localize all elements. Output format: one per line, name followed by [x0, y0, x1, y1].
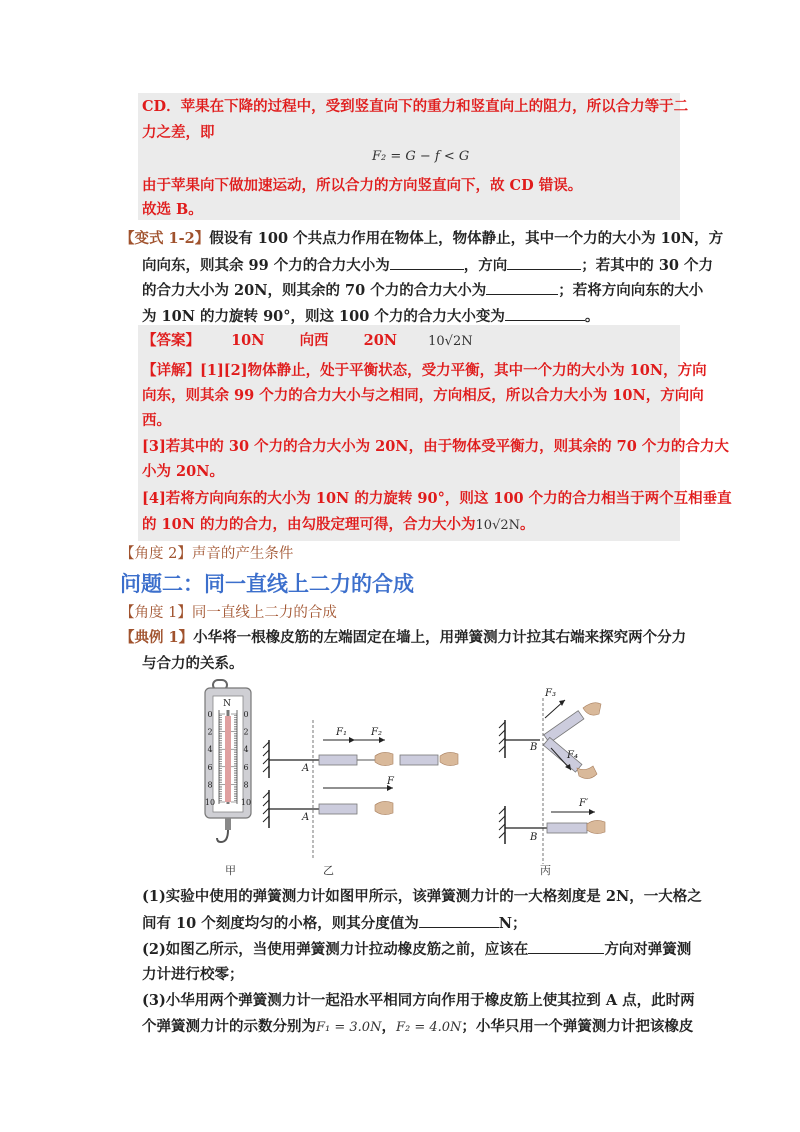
- scale-tick-left: 0: [207, 710, 213, 719]
- blank-4[interactable]: [505, 306, 585, 321]
- answer-3: 20N: [363, 332, 398, 349]
- cd-line-2: 力之差，即: [142, 124, 215, 141]
- setup-yi: [263, 720, 458, 860]
- setup-bing: [499, 688, 605, 864]
- caption-yi: 乙: [323, 864, 334, 877]
- detail-line-6: [4]若将方向向东的大小为 10N 的力旋转 90°，则这 100 个力的合力相当于两个互相垂直: [142, 490, 732, 507]
- scale-tick-right: 2: [243, 727, 249, 737]
- detail-line-5: 小为 20N。: [142, 463, 224, 480]
- detail-tag: 【详解】: [142, 362, 200, 379]
- caption-jia: 甲: [225, 864, 236, 877]
- scale-tick-left: 4: [207, 745, 213, 755]
- point-a-top: A: [302, 763, 310, 774]
- cd-line-3: 由于苹果向下做加速运动，所以合力的方向竖直向下，故 CD 错误。: [142, 177, 583, 194]
- question-2-line-2: 力计进行校零；: [142, 966, 244, 983]
- answer-2: 向西: [299, 332, 329, 349]
- blank-q2[interactable]: [528, 939, 604, 954]
- scale-tick-right: 10: [240, 798, 252, 807]
- label-f3: F₃: [545, 688, 556, 699]
- example-tag: 【典例 1】: [120, 629, 194, 646]
- detail-line-4: [3]若其中的 30 个力的合力大小为 20N，由于物体受平衡力，则其余的 70 个力的合力大: [142, 438, 729, 455]
- variant-tag: 【变式 1-2】: [120, 230, 210, 247]
- variant-line-3: 的合力大小为 20N，则其余的 70 个力的合力大小为 ；若将方向向东的大小: [142, 282, 704, 299]
- experiment-figure: [195, 678, 635, 878]
- question-2-line-1: (2)如图乙所示，当使用弹簧测力计拉动橡皮筋之前，应该在 方向对弹簧测: [142, 941, 692, 958]
- formula-f2: F₂ = G − f < G: [372, 149, 470, 164]
- scale-unit: N: [223, 699, 231, 709]
- answer-tag: 【答案】: [142, 332, 200, 349]
- blank-q1[interactable]: [419, 913, 499, 928]
- label-f2: F₂: [371, 727, 382, 738]
- detail-line-7: 的 10N 的力的合力，由勾股定理可得，合力大小为10√2N。: [142, 516, 535, 533]
- question-3-line-2: 个弹簧测力计的示数分别为F₁ = 3.0N，F₂ = 4.0N；小华只用一个弹簧测力计把该橡皮: [142, 1018, 694, 1035]
- answer-4: 10√2N: [428, 334, 473, 349]
- answer-line: [142, 331, 473, 352]
- blank-3[interactable]: [486, 280, 558, 295]
- label-f4: F₄: [567, 750, 578, 761]
- angle-1-line: 【角度 1】同一直线上二力的合成: [120, 605, 337, 621]
- blank-2[interactable]: [507, 255, 581, 270]
- question-3-line-1: (3)小华用两个弹簧测力计一起沿水平相同方向作用于橡皮筋上使其拉到 A 点，此时两: [142, 992, 695, 1009]
- q3-f1: F₁ = 3.0N: [316, 1020, 382, 1035]
- example-line-2: 与合力的关系。: [142, 655, 244, 672]
- scale-tick-left: 2: [207, 727, 213, 737]
- choose-b: 故选 B。: [142, 201, 203, 218]
- answer-1: 10N: [231, 332, 265, 349]
- scale-tick-left: 6: [207, 762, 213, 772]
- label-f1: F₁: [336, 727, 347, 738]
- detail-line-1: 【详解】[1][2]物体静止，处于平衡状态，受力平衡，其中一个力的大小为 10N，方向: [142, 362, 707, 379]
- scale-tick-right: 8: [243, 780, 249, 790]
- point-b-bottom: B: [530, 832, 538, 843]
- scale-tick-left: 10: [204, 798, 216, 807]
- variant-line-2: 向向东，则其余 99 个力的合力大小为 ，方向 ；若其中的 30 个力: [142, 257, 714, 274]
- label-fprime: F′: [579, 798, 589, 809]
- q3-f2: F₂ = 4.0N: [395, 1020, 462, 1035]
- scale-tick-right: 0: [243, 710, 249, 719]
- point-b-top: B: [530, 742, 538, 753]
- scale-tick-right: 4: [243, 745, 249, 755]
- label-f: F: [387, 776, 394, 787]
- variant-line-1: 【变式 1-2】假设有 100 个共点力作用在物体上，物体静止，其中一个力的大小为 10N，方: [120, 230, 724, 247]
- blank-1[interactable]: [390, 255, 464, 270]
- caption-bing: 丙: [540, 864, 551, 877]
- detail-value: 10√2N: [475, 518, 521, 533]
- cd-line-1: CD．苹果在下降的过程中，受到竖直向下的重力和竖直向上的阻力，所以合力等于二: [142, 98, 689, 115]
- point-a-bottom: A: [302, 812, 310, 823]
- question-1-line-1: (1)实验中使用的弹簧测力计如图甲所示，该弹簧测力计的一大格刻度是 2N，一大格之: [142, 888, 702, 905]
- section-heading: 问题二：同一直线上二力的合成: [120, 572, 414, 596]
- example-line-1: 【典例 1】小华将一根橡皮筋的左端固定在墙上，用弹簧测力计拉其右端来探究两个分力: [120, 629, 687, 646]
- detail-line-2: 向东，则其余 99 个力的合力大小与之相同，方向相反，所以合力大小为 10N，方向向: [142, 387, 704, 404]
- question-1-line-2: 间有 10 个刻度均匀的小格，则其分度值为 N；: [142, 915, 527, 932]
- variant-line-4: 为 10N 的力旋转 90°，则这 100 个力的合力大小变为 。: [142, 308, 600, 325]
- detail-line-3: 西。: [142, 412, 171, 429]
- angle-2-line: 【角度 2】声音的产生条件: [120, 546, 294, 562]
- scale-tick-right: 6: [243, 762, 249, 772]
- scale-tick-left: 8: [207, 780, 213, 790]
- spring-scale-jia: [205, 680, 251, 842]
